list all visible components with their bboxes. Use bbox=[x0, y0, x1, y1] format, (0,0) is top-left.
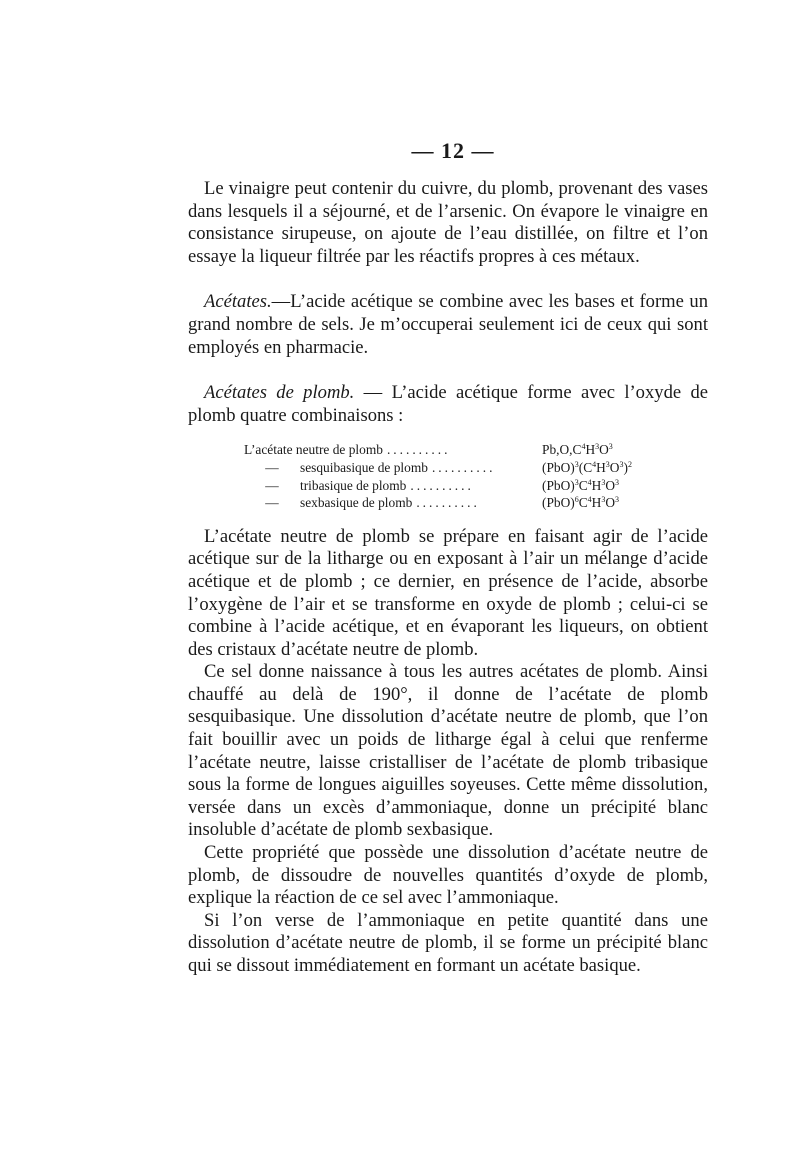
acetate-table bbox=[244, 441, 657, 511]
page-number: — 12 — bbox=[411, 138, 495, 163]
row-formula: $(PbO)^6C^4H^3O^3$ bbox=[542, 495, 620, 511]
row-dash: — bbox=[265, 459, 279, 475]
table-row: — sexbasique de plomb .......... $(PbO)^6C^4H^3O^3$ bbox=[244, 494, 657, 512]
heading-acetates-plomb: Acétates de plomb. bbox=[204, 382, 355, 404]
row-dash: — bbox=[265, 477, 279, 493]
acetates-text: —L’acide acétique se combine avec les bases et forme un grand nombre de sels. Je m’occuperai seulement ici de ceux qui sont employés en pharmacie. bbox=[188, 291, 708, 358]
table-row: — tribasique de plomb .......... $(PbO)^3C^4H^3O^3$ bbox=[244, 477, 657, 495]
paragraph-ce-sel: Ce sel donne naissance à tous les autres acétates de plomb. Ainsi chauffé au delà de 190°, il donne de l’acétate de plomb sesquibasique. Une dissolution d’acétate neutre de plomb, que l’on fait bouillir avec un poids de litharge égal à celui que renferme l’acétate neutre, laisse cristalliser de l’acétate de plomb tribasique sous la forme de longues aiguilles soyeuses. Cette même dissolution, versée dans un excès d’ammoniaque, donne un précipité blanc insoluble d’acétate de plomb sexbasique. bbox=[188, 661, 708, 841]
acetates-plomb-text: — L’acide acétique forme avec l’oxyde de plomb quatre combinaisons : bbox=[188, 382, 708, 426]
row-name: sesquibasique de plomb bbox=[300, 459, 428, 475]
row-name: L’acétate neutre de plomb bbox=[244, 442, 383, 458]
table-row: — sesquibasique de plomb .......... $(PbO)^3(C^4H^3O^3)^2$ bbox=[244, 459, 657, 477]
row-name: tribasique de plomb bbox=[300, 477, 407, 493]
row-dash: — bbox=[265, 495, 279, 511]
paragraph-acetate-neutre: L’acétate neutre de plomb se prépare en faisant agir de l’acide acétique sur de la litharge ou en exposant à l’air un mélange d’acide acétique et de plomb ; ce dernier, en présence de l’acide, absorbe l’oxygène de l’air et se transforme en oxyde de plomb ; celui-ci se combine à l’acide acétique, et en évaporant les liqueurs, on obtient des cristaux d’acétate neutre de plomb. bbox=[188, 525, 708, 660]
paragraph-vinaigre: Le vinaigre peut contenir du cuivre, du plomb, provenant des vases dans lesquels il a séjourné, et de l’arsenic. On évapore le vinaigre en consistance sirupeuse, on ajoute de l’eau distillée, on filtre et l’on essaye la liqueur filtrée par les réactifs propres à ces métaux. bbox=[188, 178, 708, 267]
paragraph-acetates-plomb bbox=[188, 382, 708, 427]
row-formula: $Pb,O,C^4H^3O^3$ bbox=[542, 442, 613, 458]
paragraph-acetates bbox=[188, 291, 708, 359]
paragraph-propriete: Cette propriété que possède une dissolution d’acétate neutre de plomb, de dissoudre de nouvelles quantités d’oxyde de plomb, explique la réaction de ce sel avec l’ammoniaque. bbox=[188, 842, 708, 909]
page-body bbox=[188, 138, 708, 978]
paragraph-ammoniaque: Si l’on verse de l’ammoniaque en petite quantité dans une dissolution d’acétate neutre de plomb, il se forme un précipité blanc qui se dissout immédiatement en formant un acétate basique. bbox=[188, 909, 708, 976]
row-formula: $(PbO)^3C^4H^3O^3$ bbox=[542, 477, 620, 493]
row-formula: $(PbO)^3(C^4H^3O^3)^2$ bbox=[542, 459, 632, 475]
table-row: L’acétate neutre de plomb .......... $Pb,O,C^4H^3O^3$ bbox=[244, 441, 657, 459]
heading-acetates: Acétates. bbox=[204, 291, 272, 313]
row-name: sexbasique de plomb bbox=[300, 495, 413, 511]
